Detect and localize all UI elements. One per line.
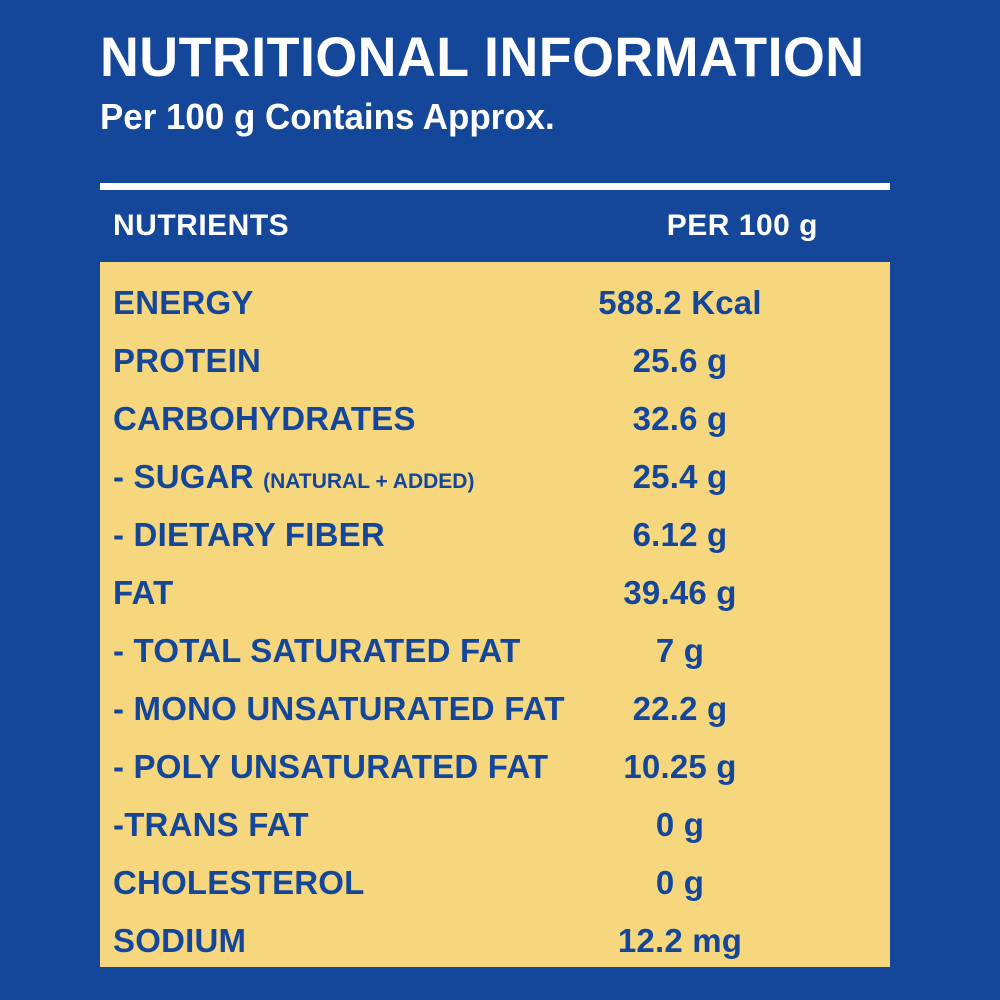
- nutrient-label: -TRANS FAT: [113, 806, 309, 843]
- nutrient-value: 25.6 g: [632, 342, 728, 379]
- nutrient-value: 0 g: [655, 864, 705, 901]
- table-row: [100, 738, 890, 796]
- nutrient-label: CARBOHYDRATES: [113, 400, 416, 437]
- nutrient-value: 25.4 g: [632, 458, 728, 495]
- table-row: [100, 448, 890, 506]
- column-header-nutrients: NUTRIENTS: [113, 209, 290, 242]
- table-row: [100, 506, 890, 564]
- table-row: [100, 332, 890, 390]
- column-header-per-100g: PER 100 g: [666, 209, 818, 242]
- panel-header: [100, 25, 900, 137]
- table-row: [100, 274, 890, 332]
- nutrient-value: 0 g: [655, 806, 705, 843]
- table-column-headers: [100, 204, 890, 256]
- table-row: [100, 390, 890, 448]
- nutrient-label-note: (NATURAL + ADDED): [263, 470, 475, 493]
- nutrient-value: 7 g: [655, 632, 705, 669]
- table-row: [100, 796, 890, 854]
- table-row: [100, 564, 890, 622]
- nutrient-label: CHOLESTEROL: [113, 864, 365, 901]
- nutrient-value: 22.2 g: [632, 690, 728, 727]
- table-row: [100, 680, 890, 738]
- nutrient-table: [100, 262, 890, 967]
- header-divider: [100, 183, 890, 190]
- nutrient-value: 39.46 g: [623, 574, 737, 611]
- nutrient-value: 10.25 g: [623, 748, 737, 785]
- table-row: [100, 912, 890, 970]
- nutrient-value: 32.6 g: [632, 400, 728, 437]
- nutrient-label: FAT: [113, 574, 174, 611]
- nutrient-label: PROTEIN: [113, 342, 262, 379]
- nutrient-label: - POLY UNSATURATED FAT: [113, 748, 549, 785]
- table-row: [100, 622, 890, 680]
- nutrient-value: 12.2 mg: [617, 922, 743, 959]
- nutrient-label: - SUGAR (NATURAL + ADDED): [113, 458, 475, 495]
- table-row: [100, 854, 890, 912]
- nutrient-label: - TOTAL SATURATED FAT: [113, 632, 521, 669]
- nutrient-label: - DIETARY FIBER: [113, 516, 385, 553]
- nutrient-label: - MONO UNSATURATED FAT: [113, 690, 565, 727]
- nutrient-value: 588.2 Kcal: [598, 284, 762, 321]
- nutrient-label: SODIUM: [113, 922, 247, 959]
- nutrient-label: ENERGY: [113, 284, 254, 321]
- nutrient-value: 6.12 g: [632, 516, 728, 553]
- serving-basis-text: Per 100 g Contains Approx.: [100, 95, 555, 137]
- page-title: NUTRITIONAL INFORMATION: [100, 25, 865, 88]
